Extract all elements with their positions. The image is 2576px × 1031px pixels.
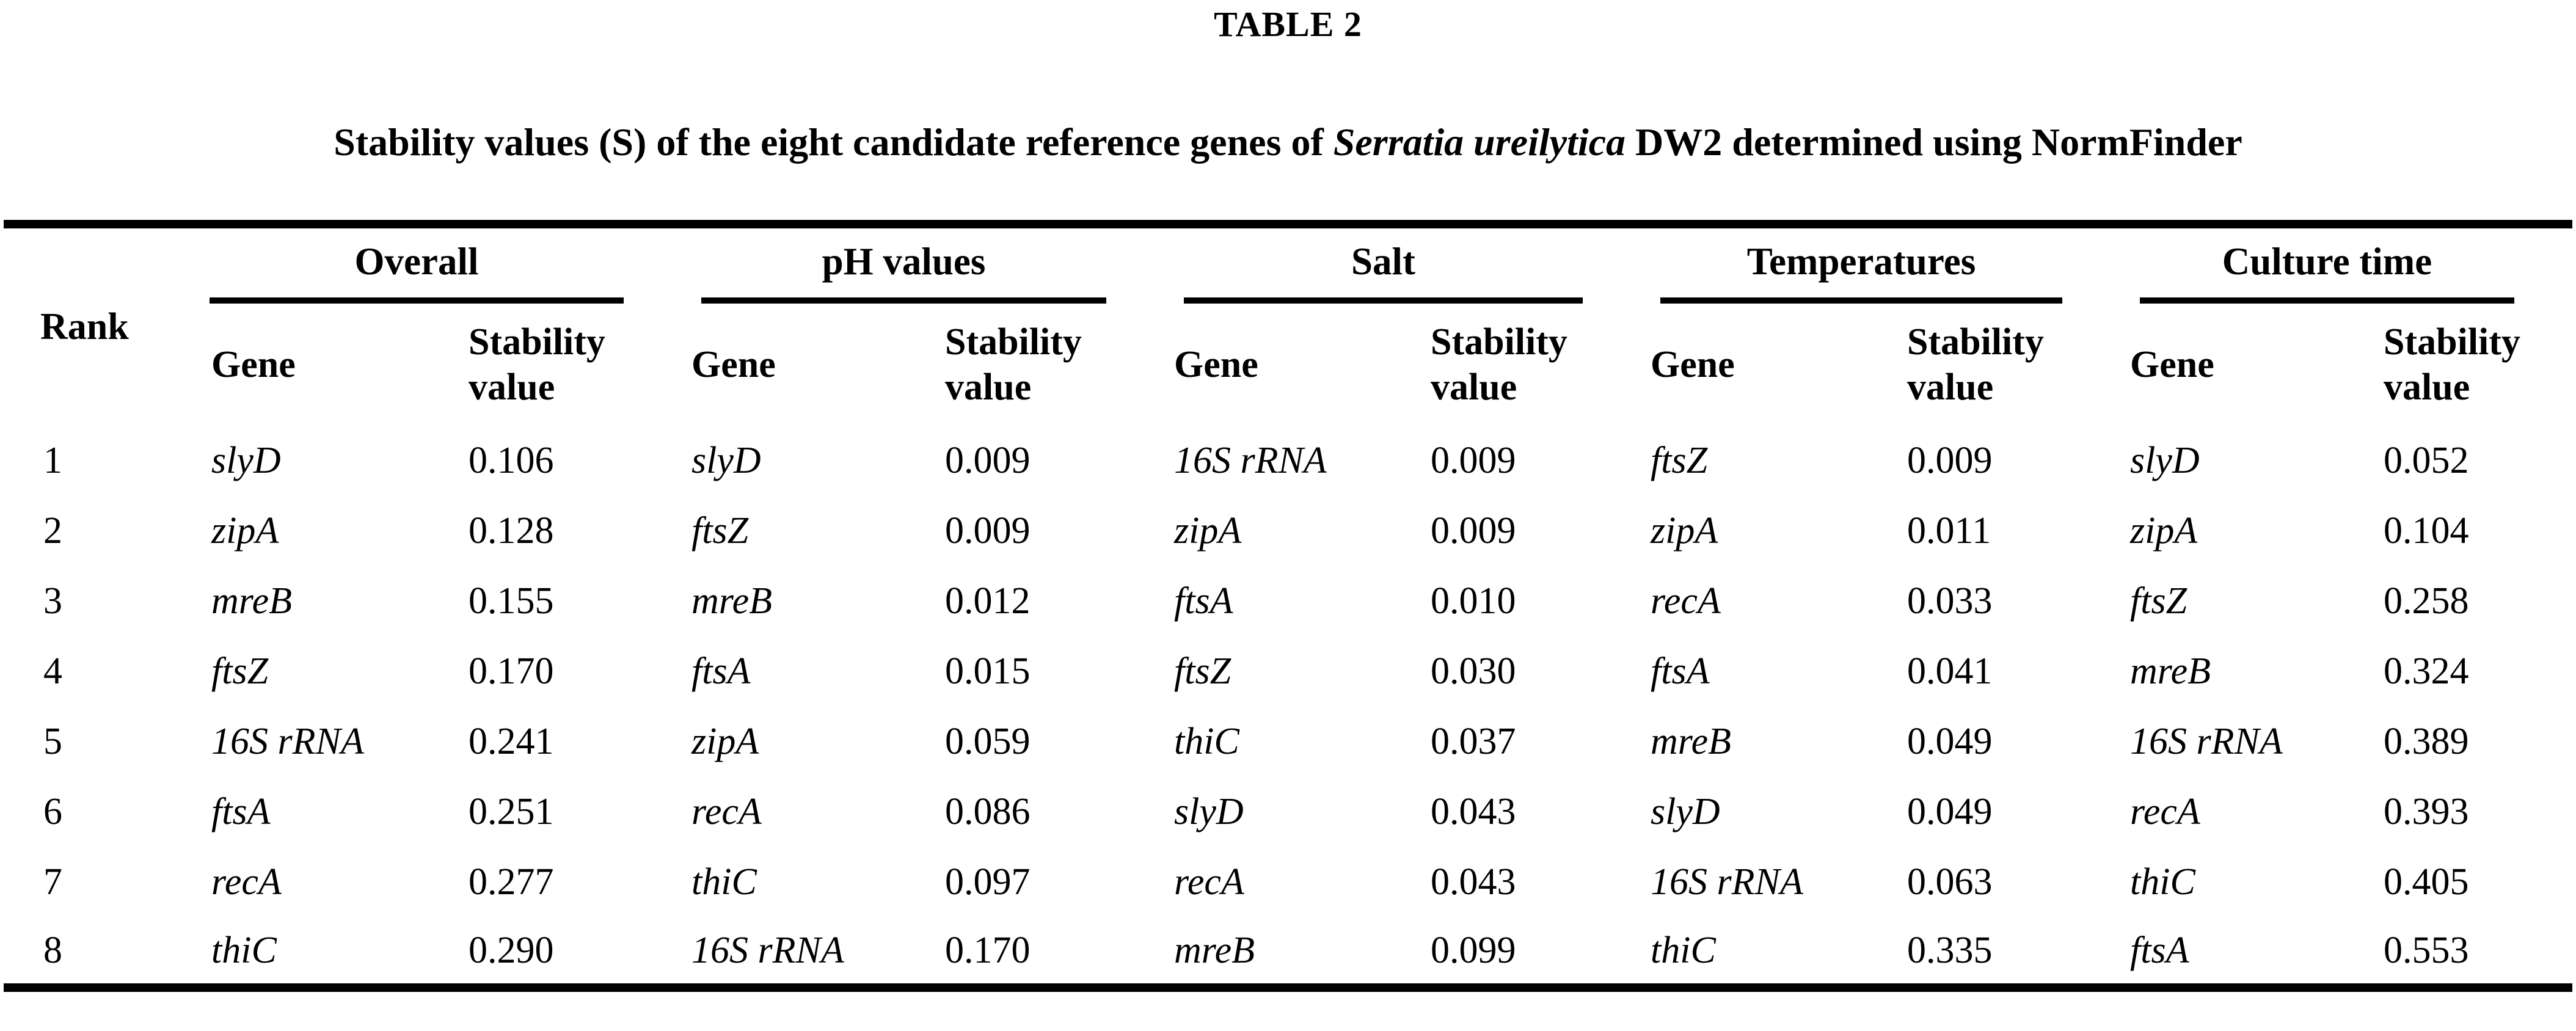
column-header-gene: Gene xyxy=(1174,344,1258,385)
gene-cell: thiC xyxy=(1174,721,1239,762)
stability-value-cell: 0.059 xyxy=(945,721,1031,762)
column-header-rank: Rank xyxy=(40,306,129,348)
table-row xyxy=(4,847,2572,917)
rank-cell: 6 xyxy=(43,791,62,832)
gene-cell: ftsZ xyxy=(2130,580,2187,622)
gene-cell: thiC xyxy=(211,929,277,971)
gene-cell: ftsA xyxy=(1174,580,1233,622)
stability-header-line2: value xyxy=(945,366,1032,408)
group-header-culture-time-label: Culture time xyxy=(2140,239,2514,304)
gene-cell: slyD xyxy=(691,440,761,481)
stability-header-line1: Stability xyxy=(2384,321,2520,363)
stability-value-cell: 0.104 xyxy=(2384,510,2469,552)
stability-value-cell: 0.010 xyxy=(1431,580,1516,622)
gene-cell: mreB xyxy=(2130,650,2211,692)
stability-value-cell: 0.009 xyxy=(1907,440,1993,481)
gene-cell: ftsA xyxy=(1651,650,1710,692)
gene-cell: 16S rRNA xyxy=(1174,440,1327,481)
stability-header-line1: Stability xyxy=(469,321,605,363)
gene-cell: zipA xyxy=(2130,510,2198,552)
stability-value-cell: 0.389 xyxy=(2384,721,2469,762)
group-header-row xyxy=(4,224,2572,304)
gene-cell: thiC xyxy=(2130,861,2195,903)
gene-cell: ftsZ xyxy=(211,650,269,692)
table-row xyxy=(4,496,2572,566)
gene-cell: recA xyxy=(1651,580,1721,622)
stability-value-cell: 0.030 xyxy=(1431,650,1516,692)
stability-value-cell: 0.043 xyxy=(1431,791,1516,832)
stability-value-cell: 0.128 xyxy=(469,510,554,552)
stability-value-cell: 0.241 xyxy=(469,721,554,762)
gene-cell: zipA xyxy=(1174,510,1242,552)
stability-value-cell: 0.012 xyxy=(945,580,1031,622)
stability-header-line2: value xyxy=(2384,366,2470,408)
stability-value-cell: 0.009 xyxy=(945,440,1031,481)
stability-value-cell: 0.033 xyxy=(1907,580,1993,622)
stability-value-cell: 0.251 xyxy=(469,791,554,832)
caption-text-prefix: Stability values (S) of the eight candidate reference genes of xyxy=(334,120,1334,164)
gene-cell: 16S rRNA xyxy=(1651,861,1803,903)
stability-header-line1: Stability xyxy=(1431,321,1567,363)
gene-cell: recA xyxy=(1174,861,1244,903)
stability-value-cell: 0.170 xyxy=(469,650,554,692)
stability-value-cell: 0.009 xyxy=(1431,440,1516,481)
gene-cell: slyD xyxy=(2130,440,2200,481)
group-header-salt-label: Salt xyxy=(1184,239,1583,304)
stability-header-line1: Stability xyxy=(945,321,1082,363)
gene-cell: ftsZ xyxy=(691,510,749,552)
group-header-culture-time xyxy=(2120,224,2572,304)
stability-value-cell: 0.041 xyxy=(1907,650,1993,692)
stability-value-cell: 0.324 xyxy=(2384,650,2469,692)
stability-values-table xyxy=(4,220,2572,992)
gene-cell: mreB xyxy=(1174,929,1255,971)
stability-value-cell: 0.052 xyxy=(2384,440,2469,481)
rank-cell: 5 xyxy=(43,721,62,762)
rank-cell: 4 xyxy=(43,650,62,692)
gene-cell: 16S rRNA xyxy=(211,721,364,762)
group-header-salt xyxy=(1164,224,1641,304)
table-caption xyxy=(0,120,2576,165)
rank-cell: 7 xyxy=(43,861,62,903)
gene-cell: recA xyxy=(211,861,282,903)
column-header-stability-value xyxy=(459,304,682,426)
group-header-ph-values-label: pH values xyxy=(701,239,1106,304)
column-header-stability-value xyxy=(2374,304,2572,426)
stability-value-cell: 0.335 xyxy=(1907,929,1993,971)
stability-value-cell: 0.011 xyxy=(1907,510,1991,552)
column-header-gene: Gene xyxy=(2130,344,2214,385)
column-header-gene: Gene xyxy=(211,344,296,385)
gene-cell: 16S rRNA xyxy=(2130,721,2283,762)
column-header-stability-value xyxy=(1421,304,1641,426)
stability-value-cell: 0.049 xyxy=(1907,791,1993,832)
rank-cell: 8 xyxy=(43,929,62,971)
stability-value-cell: 0.015 xyxy=(945,650,1031,692)
stability-header-line2: value xyxy=(1431,366,1517,408)
table-number-title: TABLE 2 xyxy=(1214,4,1362,44)
gene-cell: thiC xyxy=(1651,929,1716,971)
column-header-gene: Gene xyxy=(691,344,776,385)
stability-value-cell: 0.170 xyxy=(945,929,1031,971)
stability-header-line1: Stability xyxy=(1907,321,2044,363)
stability-value-cell: 0.037 xyxy=(1431,721,1516,762)
stability-header-line2: value xyxy=(469,366,555,408)
gene-cell: zipA xyxy=(1651,510,1718,552)
group-header-overall-label: Overall xyxy=(210,239,624,304)
gene-cell: mreB xyxy=(691,580,772,622)
table-row xyxy=(4,707,2572,777)
rank-cell: 2 xyxy=(43,510,62,552)
gene-cell: thiC xyxy=(691,861,757,903)
stability-value-cell: 0.405 xyxy=(2384,861,2469,903)
group-header-temperatures-label: Temperatures xyxy=(1660,239,2062,304)
gene-cell: mreB xyxy=(1651,721,1731,762)
stability-value-cell: 0.009 xyxy=(945,510,1031,552)
stability-value-cell: 0.009 xyxy=(1431,510,1516,552)
table-row xyxy=(4,636,2572,707)
table-row xyxy=(4,917,2572,988)
gene-cell: ftsZ xyxy=(1174,650,1231,692)
gene-cell: slyD xyxy=(211,440,281,481)
stability-value-cell: 0.086 xyxy=(945,791,1031,832)
stability-value-cell: 0.063 xyxy=(1907,861,1993,903)
gene-cell: slyD xyxy=(1174,791,1244,832)
gene-cell: recA xyxy=(2130,791,2200,832)
gene-cell: zipA xyxy=(691,721,759,762)
rank-cell: 3 xyxy=(43,580,62,622)
stability-value-cell: 0.043 xyxy=(1431,861,1516,903)
table-row xyxy=(4,566,2572,636)
gene-cell: ftsA xyxy=(211,791,271,832)
caption-text-suffix: DW2 determined using NormFinder xyxy=(1626,120,2242,164)
gene-cell: slyD xyxy=(1651,791,1720,832)
group-header-temperatures xyxy=(1641,224,2120,304)
stability-value-cell: 0.049 xyxy=(1907,721,1993,762)
stability-value-cell: 0.097 xyxy=(945,861,1031,903)
gene-cell: mreB xyxy=(211,580,292,622)
stability-value-cell: 0.393 xyxy=(2384,791,2469,832)
column-header-stability-value xyxy=(935,304,1164,426)
stability-value-cell: 0.155 xyxy=(469,580,554,622)
rank-cell: 1 xyxy=(43,440,62,481)
gene-cell: 16S rRNA xyxy=(691,929,844,971)
stability-value-cell: 0.258 xyxy=(2384,580,2469,622)
table-row xyxy=(4,426,2572,496)
stability-value-cell: 0.277 xyxy=(469,861,554,903)
stability-value-cell: 0.099 xyxy=(1431,929,1516,971)
stability-header-line2: value xyxy=(1907,366,1994,408)
column-header-gene: Gene xyxy=(1651,344,1735,385)
sub-header-row xyxy=(4,304,2572,426)
stability-value-cell: 0.290 xyxy=(469,929,554,971)
gene-cell: ftsZ xyxy=(1651,440,1708,481)
gene-cell: recA xyxy=(691,791,762,832)
gene-cell: ftsA xyxy=(2130,929,2189,971)
caption-species-name: Serratia ureilytica xyxy=(1333,120,1626,164)
stability-value-cell: 0.106 xyxy=(469,440,554,481)
group-header-overall xyxy=(190,224,682,304)
column-header-stability-value xyxy=(1897,304,2120,426)
gene-cell: ftsA xyxy=(691,650,751,692)
gene-cell: zipA xyxy=(211,510,279,552)
table-row xyxy=(4,777,2572,847)
group-header-ph-values xyxy=(682,224,1164,304)
stability-value-cell: 0.553 xyxy=(2384,929,2469,971)
